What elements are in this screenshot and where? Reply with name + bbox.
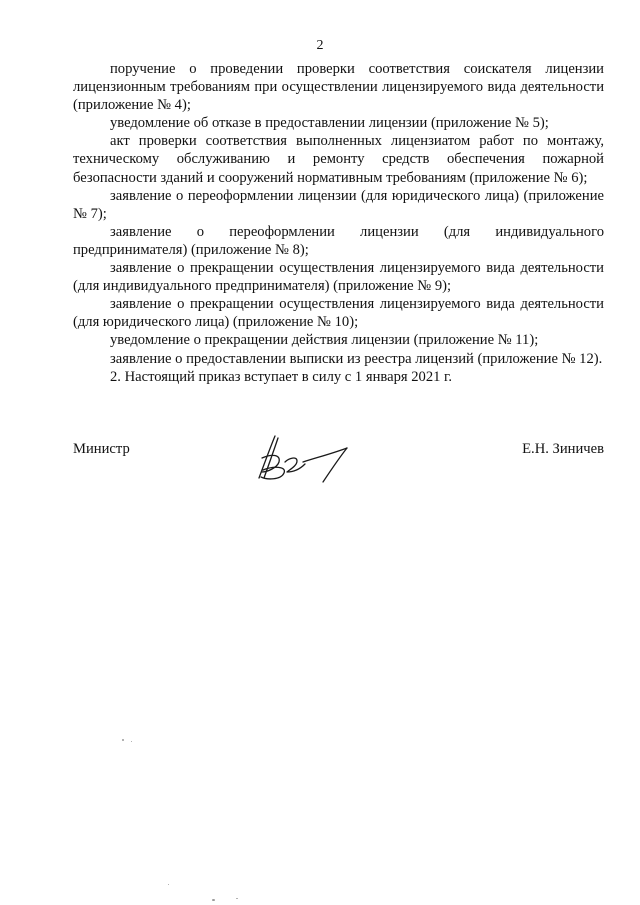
- paragraph-attachment-8: заявление о переоформлении лицензии (для индивидуального предпринимателя) (приложение № 8);: [73, 223, 604, 258]
- paragraph-attachment-9: заявление о прекращении осуществления лицензируемого вида деятельности (для индивидуального предпринимателя) (приложение № 9);: [73, 260, 604, 295]
- paragraph-attachment-11: уведомление о прекращении действия лицензии (приложение № 11);: [110, 332, 539, 349]
- signature-block: [73, 432, 604, 492]
- signatory-name: Е.Н. Зиничев: [522, 441, 604, 457]
- paragraph-effective-date: 2. Настоящий приказ вступает в силу с 1 января 2021 г.: [110, 368, 453, 385]
- paragraph-attachment-6: акт проверки соответствия выполненных лицензиатом работ по монтажу, техническому обслуживанию и ремонту средств обеспечения пожарной безопасности зданий и сооружений нормативным требованиям (приложение № 6);: [73, 133, 604, 186]
- document-body: [73, 60, 604, 386]
- page-number: 2: [316, 38, 324, 53]
- scan-speck: [212, 899, 215, 901]
- scan-speck: [122, 739, 124, 741]
- scan-speck: [168, 884, 169, 885]
- paragraph-attachment-5: уведомление об отказе в предоставлении лицензии (приложение № 5);: [110, 115, 549, 132]
- scan-speck: [236, 898, 238, 899]
- paragraph-attachment-10: заявление о прекращении осуществления лицензируемого вида деятельности (для юридического лица) (приложение № 10);: [73, 296, 604, 331]
- scan-speck: [131, 741, 132, 742]
- paragraph-attachment-4: поручение о проведении проверки соответствия соискателя лицензии лицензионным требованиям при осуществлении лицензируемого вида деятельности (приложение № 4);: [73, 61, 604, 114]
- signatory-title: Министр: [73, 441, 130, 457]
- paragraph-attachment-7: заявление о переоформлении лицензии (для юридического лица) (приложение № 7);: [73, 187, 604, 222]
- handwritten-signature: [253, 432, 353, 484]
- paragraph-attachment-12: заявление о предоставлении выписки из реестра лицензий (приложение № 12).: [110, 350, 603, 367]
